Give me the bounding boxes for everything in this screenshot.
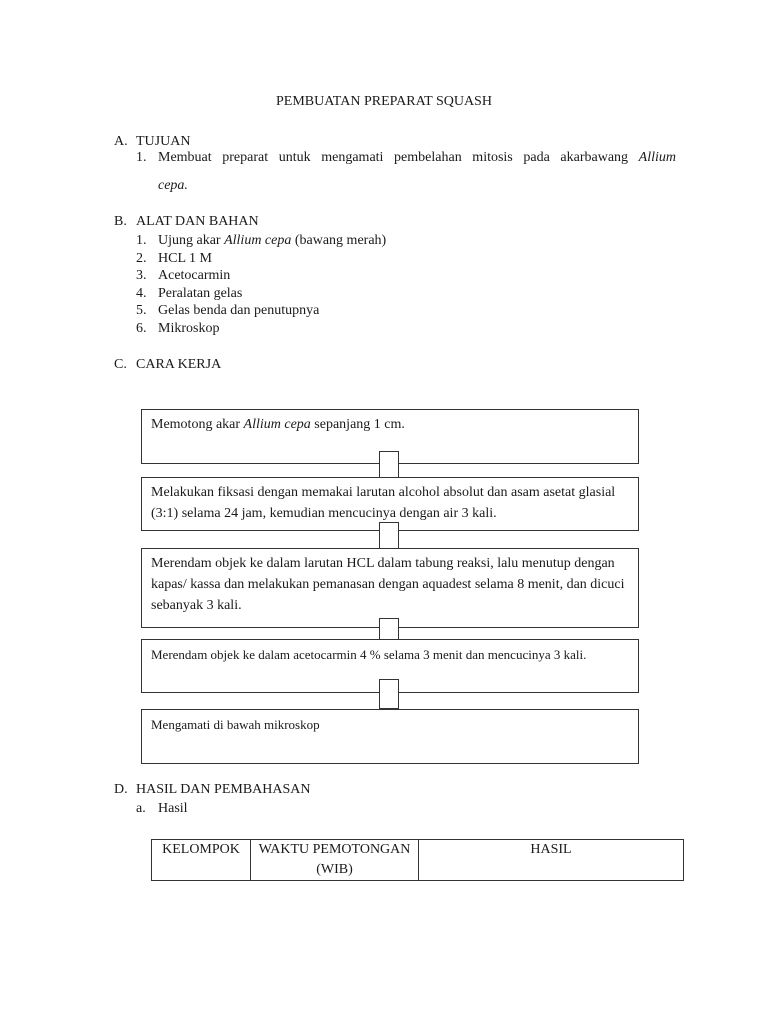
section-title: TUJUAN	[136, 134, 191, 149]
section-letter: D.	[114, 782, 128, 797]
flow-step-5	[141, 709, 639, 764]
section-d-heading	[114, 782, 311, 798]
step-text: Melakukan fiksasi dengan memakai larutan alcohol absolut dan asam asetat glasial (3:1) selama 24 jam, kemudian mencucinya dengan air 3 kali.	[151, 485, 616, 521]
tujuan-italic: Allium	[638, 150, 677, 165]
step-italic: Allium cepa	[243, 417, 311, 432]
section-letter: B.	[114, 214, 127, 229]
section-letter: A.	[114, 134, 128, 149]
step-text: Memotong akar	[151, 417, 244, 432]
item-text: Mikroskop	[158, 320, 220, 336]
list-number: 1.	[136, 233, 147, 248]
step-text: Merendam objek ke dalam larutan HCL dalam tabung reaksi, lalu menutup dengan kapas/ kassa dan melakukan pemanasan dengan aquadest selama 8 menit, dan dicuci sebanyak 3 kali.	[151, 556, 625, 613]
tujuan-text: Membuat preparat untuk mengamati pembelahan mitosis pada akarbawang	[158, 150, 629, 165]
list-item	[136, 267, 386, 285]
flow-step-3	[141, 548, 639, 628]
item-text: HCL 1 M	[158, 250, 212, 266]
item-text: Peralatan gelas	[158, 285, 243, 301]
list-item	[136, 285, 386, 303]
table-header-row	[152, 840, 684, 881]
list-number: 4.	[136, 285, 147, 301]
page-title: PEMBUATAN PREPARAT SQUASH	[276, 94, 492, 109]
flow-connector	[379, 679, 399, 709]
tujuan-line-1	[158, 150, 676, 166]
list-number: 1.	[136, 150, 147, 165]
list-number: 2.	[136, 250, 147, 266]
list-item	[136, 302, 386, 320]
alat-bahan-list	[136, 232, 386, 338]
section-title: HASIL DAN PEMBAHASAN	[136, 782, 311, 797]
results-table	[151, 839, 684, 881]
step-text: sepanjang 1 cm.	[310, 417, 405, 432]
subsection-letter: a.	[136, 801, 146, 816]
section-a-heading	[114, 134, 190, 150]
list-number: 5.	[136, 303, 147, 319]
item-text: Gelas benda dan penutupnya	[158, 303, 320, 319]
item-text: Acetocarmin	[158, 268, 231, 284]
flow-connector	[379, 451, 399, 478]
column-header-waktu: WAKTU PEMOTONGAN (WIB)	[251, 840, 419, 881]
list-number: 6.	[136, 320, 147, 336]
flow-connector	[379, 618, 399, 640]
list-item	[136, 320, 386, 338]
column-header-kelompok: KELOMPOK	[152, 840, 251, 881]
tujuan-line-2: cepa.	[158, 178, 188, 193]
step-text: Mengamati di bawah mikroskop	[151, 717, 320, 732]
list-item	[136, 250, 386, 268]
section-title: CARA KERJA	[136, 357, 222, 372]
flow-connector	[379, 522, 399, 549]
section-b-heading	[114, 214, 259, 230]
section-letter: C.	[114, 357, 127, 372]
list-item	[136, 232, 386, 250]
item-text: (bawang merah)	[291, 233, 387, 248]
step-text: Merendam objek ke dalam acetocarmin 4 % selama 3 menit dan mencucinya 3 kali.	[151, 647, 587, 662]
section-c-heading	[114, 357, 221, 373]
item-text: Ujung akar	[158, 233, 225, 248]
subsection-hasil	[136, 801, 188, 817]
column-header-hasil: HASIL	[419, 840, 684, 881]
list-number: 3.	[136, 268, 147, 284]
item-italic: Allium cepa	[224, 233, 292, 248]
section-title: ALAT DAN BAHAN	[136, 214, 259, 229]
subsection-title: Hasil	[158, 801, 188, 816]
